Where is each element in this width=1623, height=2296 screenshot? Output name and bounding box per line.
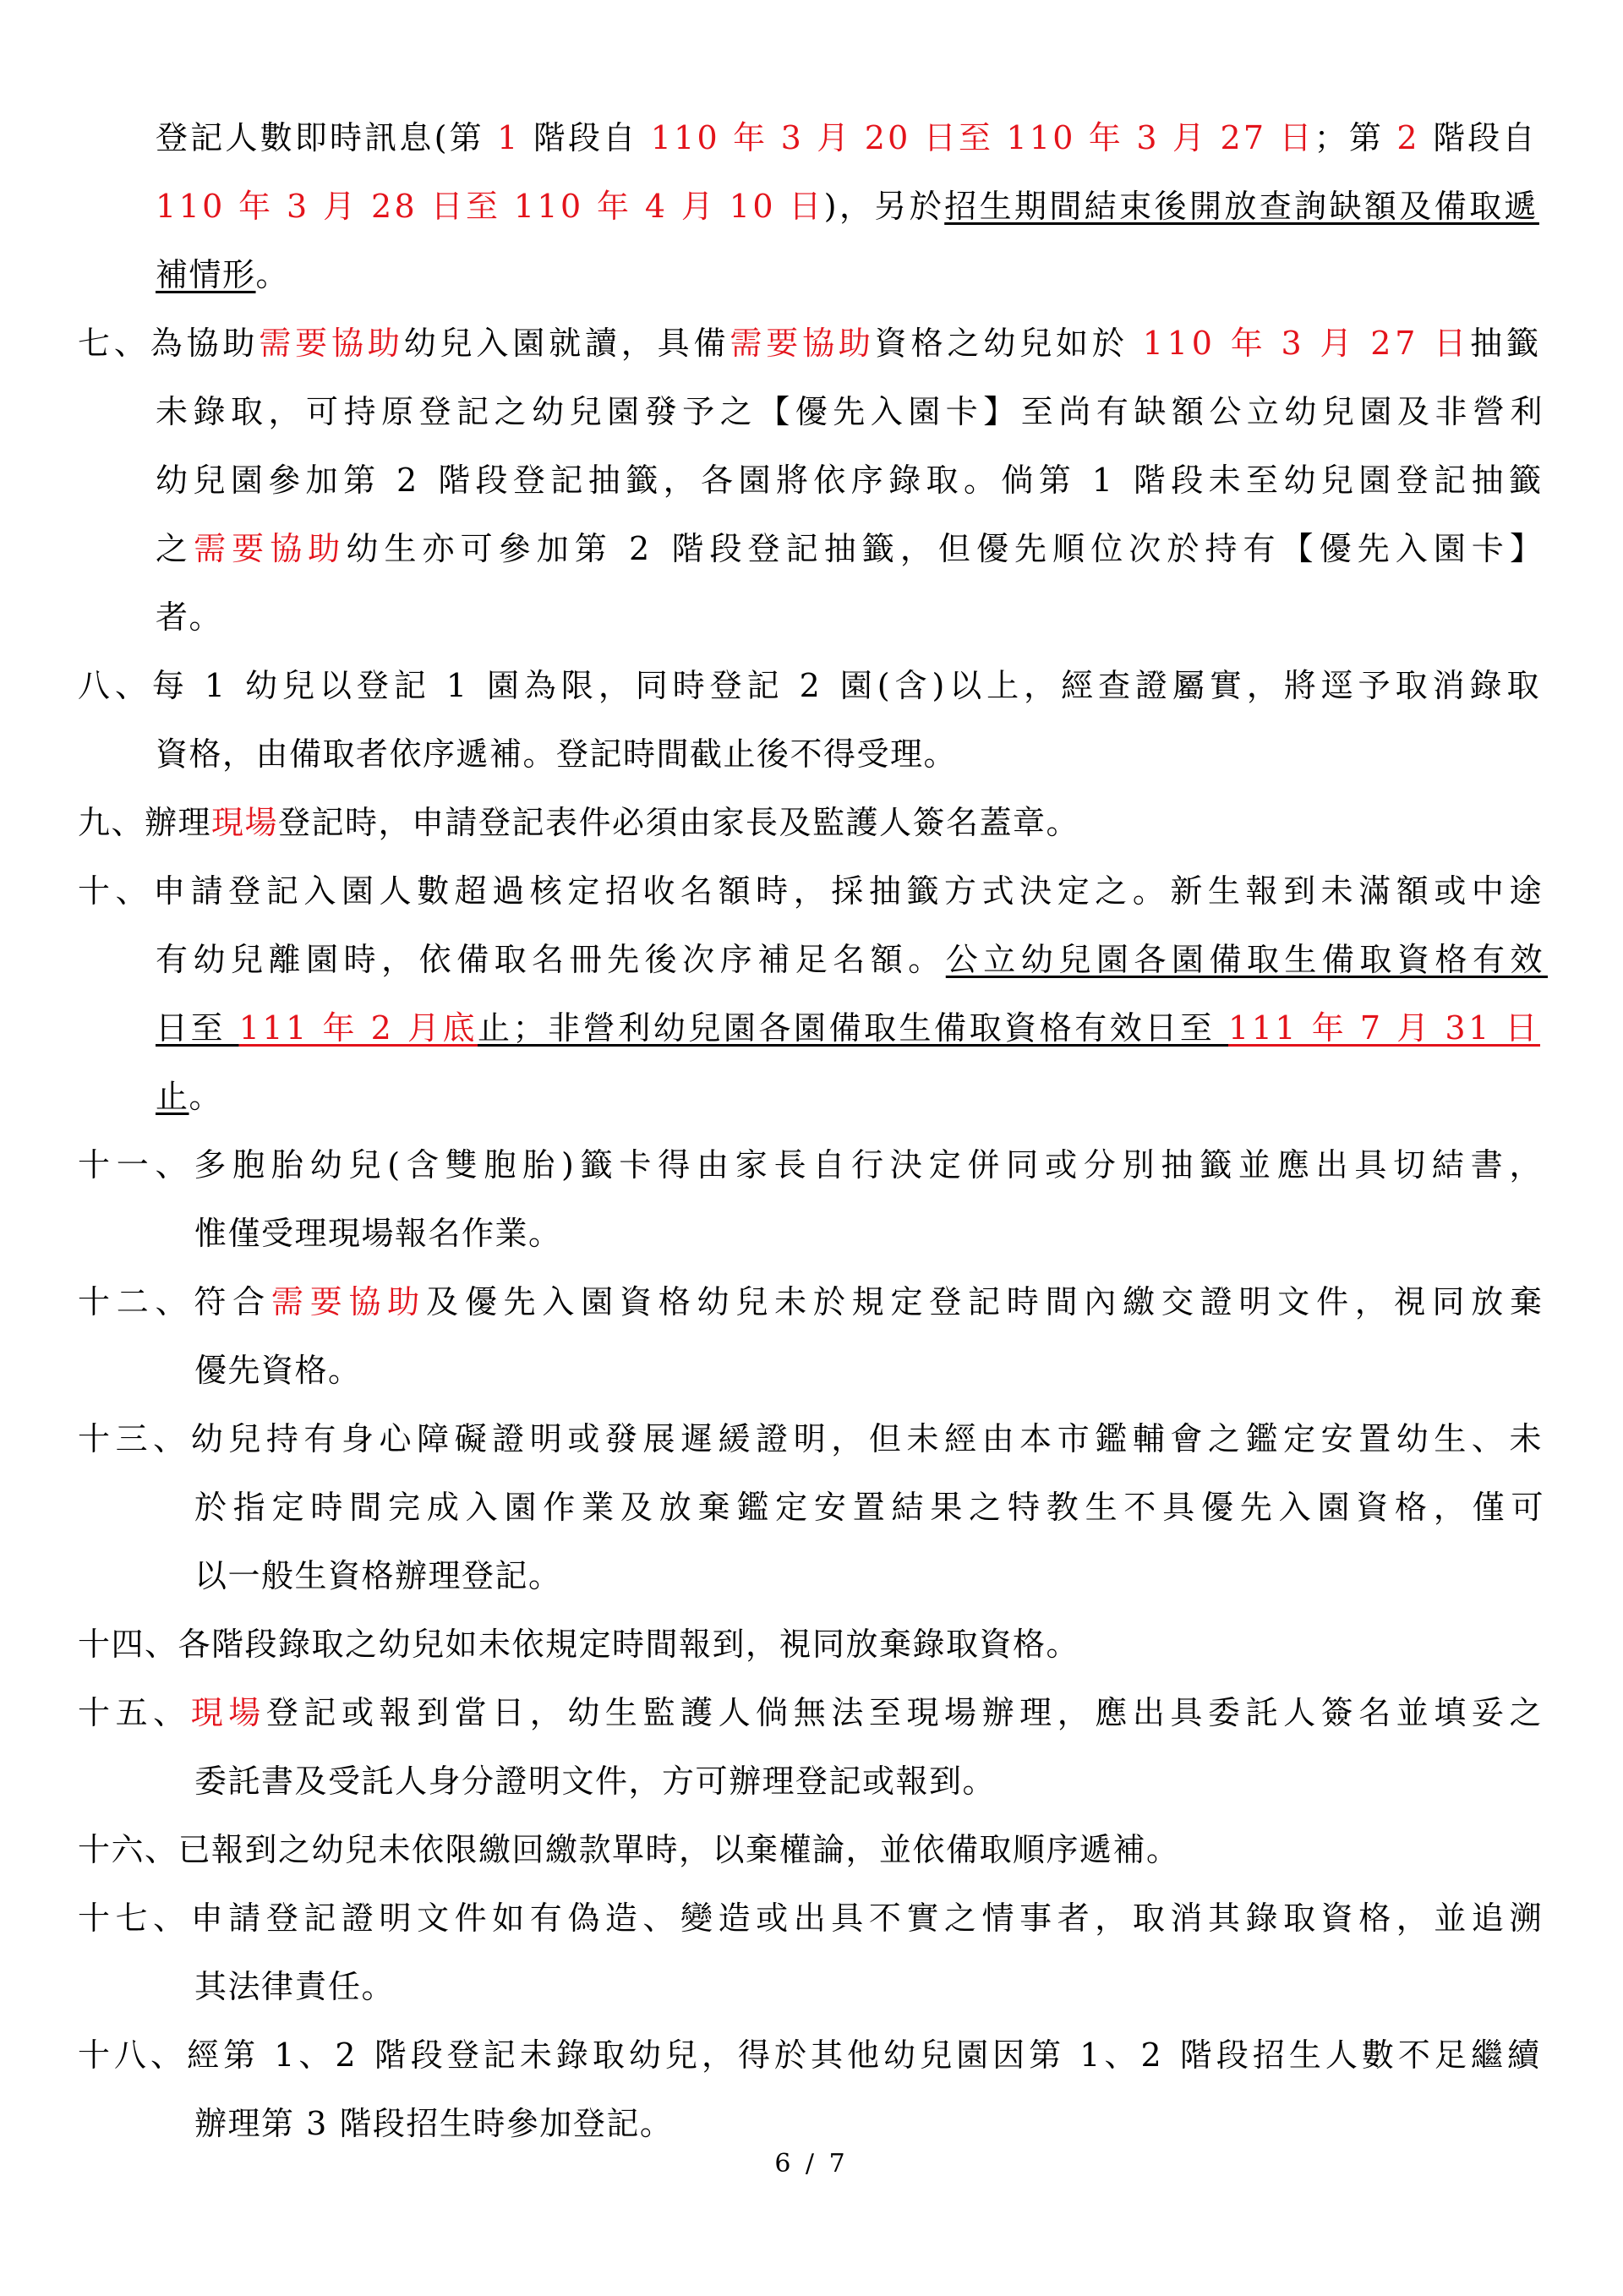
text-run: 其法律責任。 [194,1968,396,2005]
text-line [78,1816,1559,1884]
text-line [78,1473,1559,1542]
text-line [78,1200,1559,1268]
text-line [78,2090,1559,2158]
text-run: 十三、幼兒持有身心障礙證明或發展遲緩證明，但未經由本市鑑輔會之鑑定安置幼生、未 [78,1420,1548,1457]
text-line [78,446,1559,515]
text-line [78,1405,1559,1473]
text-line [78,652,1559,720]
text-line [78,1884,1559,1953]
text-line [78,789,1559,857]
continued-paragraph [78,104,1559,309]
clause-15 [78,1679,1559,1816]
text-run: 需要協助 [194,530,347,567]
text-run: 七、為協助 [78,325,260,362]
text-line [78,1679,1559,1747]
text-run: 111 年 7 月 31 日 [1228,1009,1541,1047]
text-run: 幼生亦可參加第 2 階段登記抽籤，但優先順位次於持有【優先入園卡】 [346,530,1549,567]
text-run: 幼兒入園就讀，具備 [403,325,730,362]
text-run: 委託書及受託人身分證明文件，方可辦理登記或報到。 [194,1763,997,1800]
text-line [78,1610,1559,1679]
text-line [78,378,1559,446]
clause-7 [78,309,1559,652]
text-run: 於指定時間完成入園作業及放棄鑑定安置結果之特教生不具優先入園資格，僅可 [194,1489,1550,1526]
text-run: 優先資格。 [194,1352,362,1389]
text-run: 十八、經第 1、2 階段登記未錄取幼兒，得於其他幼兒園因第 1、2 階段招生人數不足繼續 [78,2036,1544,2074]
text-run: 需要協助 [270,1283,427,1320]
text-run: 現場 [211,804,279,841]
text-line [78,994,1559,1063]
text-run: 惟僅受理現場報名作業。 [194,1215,562,1252]
text-line [78,1542,1559,1610]
text-line [78,1747,1559,1816]
text-line [78,2021,1559,2090]
text-run: 110 年 3 月 27 日 [1142,325,1471,362]
text-run: 登記時，申請登記表件必須由家長及監護人簽名蓋章。 [278,804,1080,841]
text-line [78,1063,1559,1131]
clause-14 [78,1610,1559,1679]
text-line [78,1268,1559,1337]
text-line [78,241,1559,309]
text-run: 2 [1396,119,1420,156]
text-run: 補情形 [156,256,256,293]
text-line [78,1131,1559,1200]
text-run: 公立幼兒園各園備取生備取資格有效 [945,941,1548,978]
text-run: 十一、多胞胎幼兒(含雙胞胎)籤卡得由家長自行決定併同或分別抽籤並應出具切結書， [78,1146,1549,1184]
text-line [78,583,1559,652]
text-line [78,172,1559,241]
text-line [78,309,1559,378]
text-run: 十七、申請登記證明文件如有偽造、變造或出具不實之情事者，取消其錄取資格，並追溯 [78,1900,1548,1937]
clause-18 [78,2021,1559,2158]
text-run: 需要協助 [259,325,404,362]
text-run: 止 [156,1078,189,1115]
text-run: 111 年 2 月底 [238,1009,478,1047]
text-line [78,1953,1559,2021]
text-run: 以一般生資格辦理登記。 [194,1557,562,1594]
text-run: 者。 [156,599,223,636]
text-run: 現場 [190,1694,266,1731]
text-run: 止；非營利幼兒園各園備取生備取資格有效日至 [478,1009,1228,1047]
page-number: 6 / 7 [774,2149,849,2178]
clause-9 [78,789,1559,857]
text-run: 1 [497,119,521,156]
text-run: 階段自 [520,119,651,156]
clause-17 [78,1884,1559,2021]
text-run: 登記或報到當日，幼生監護人倘無法至現場辦理，應出具委託人簽名並填妥之 [265,1694,1548,1731]
clause-12 [78,1268,1559,1405]
text-line [78,104,1559,172]
text-line [78,926,1559,994]
text-run: 及優先入園資格幼兒未於規定登記時間內繳交證明文件，視同放棄 [426,1283,1549,1320]
clause-11 [78,1131,1559,1268]
text-run: 十六、已報到之幼兒未依限繳回繳款單時，以棄權論，並依備取順序遞補。 [78,1831,1180,1868]
clause-16 [78,1816,1559,1884]
text-run: ；第 [1314,119,1397,156]
text-run: 登記人數即時訊息(第 [156,119,498,156]
text-line [78,515,1559,583]
text-run: 幼兒園參加第 2 階段登記抽籤，各園將依序錄取。倘第 1 階段未至幼兒園登記抽籤 [156,462,1547,499]
text-line [78,720,1559,789]
text-run: 十二、符合 [78,1283,271,1320]
text-run: 110 年 3 月 20 日至 110 年 3 月 27 日 [650,119,1314,156]
text-run: 資格，由備取者依序遞補。登記時間截止後不得受理。 [156,735,958,773]
text-run: 九、辦理 [78,804,212,841]
text-run: 有幼兒離園時，依備取名冊先後次序補足名額。 [156,941,946,978]
text-run: 十、申請登記入園人數超過核定招收名額時，採抽籤方式決定之。新生報到未滿額或中途 [78,872,1548,910]
text-line [78,1337,1559,1405]
clause-13 [78,1405,1559,1610]
text-run: 階段自 [1419,119,1538,156]
text-run: 。 [255,256,290,293]
text-run: 需要協助 [730,325,875,362]
text-run: 資格之幼兒如於 [874,325,1143,362]
text-run: 十四、各階段錄取之幼兒如未依規定時間報到，視同放棄錄取資格。 [78,1626,1080,1663]
text-run: 未錄取，可持原登記之幼兒園發予之【優先入園卡】至尚有缺額公立幼兒園及非營利 [156,393,1549,430]
clause-8 [78,652,1559,789]
text-run: 之 [156,530,194,567]
text-run: 辦理第 3 階段招生時參加登記。 [194,2105,674,2142]
text-run: 八、每 1 幼兒以登記 1 園為限，同時登記 2 園(含)以上，經查證屬實，將逕予取消錄取 [78,667,1544,704]
text-run: 抽籤 [1470,325,1543,362]
text-line [78,857,1559,926]
text-run: 招生期間結束後開放查詢缺額及備取遞 [944,188,1539,225]
text-run: )，另於 [823,188,945,225]
text-run: 十五、 [78,1694,191,1731]
text-run: 。 [189,1078,223,1115]
clause-10 [78,857,1559,1131]
text-run: 110 年 3 月 28 日至 110 年 4 月 10 日 [156,188,824,225]
text-run: 日至 [156,1009,239,1047]
